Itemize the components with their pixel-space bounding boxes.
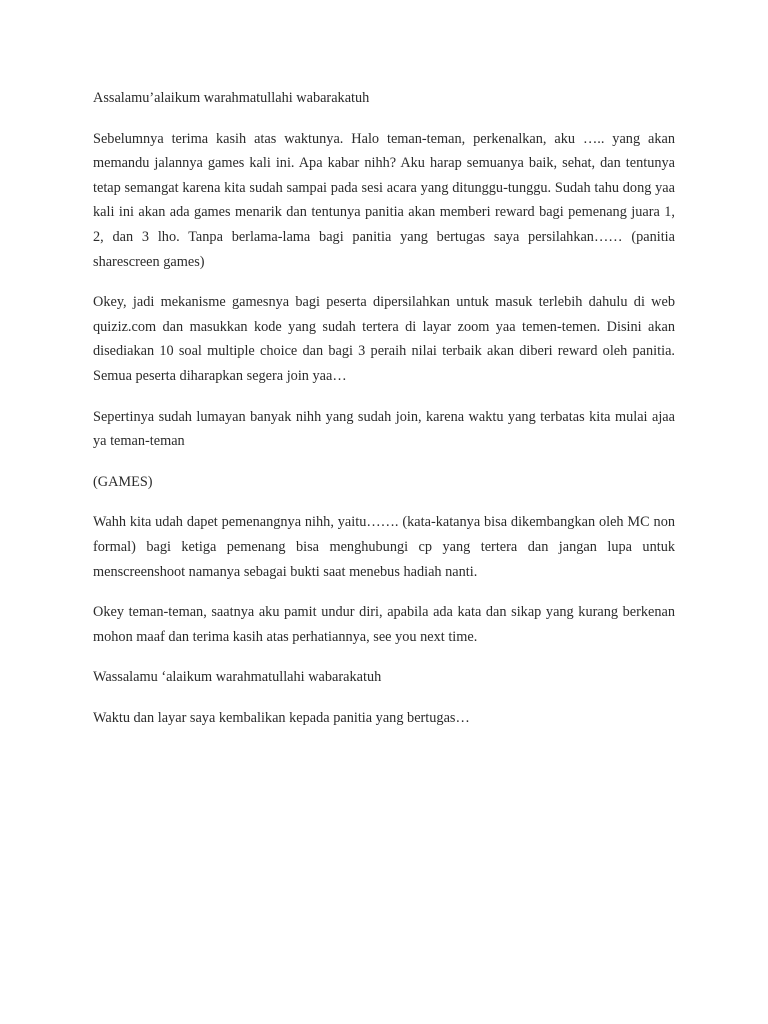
paragraph-handover: Waktu dan layar saya kembalikan kepada panitia yang bertugas…	[93, 709, 470, 726]
paragraph-start-game: Sepertinya sudah lumayan banyak nihh yang sudah join, karena waktu yang terbatas kita mulai ajaa ya teman-teman	[93, 408, 675, 450]
paragraph-farewell: Okey teman-teman, saatnya aku pamit undur diri, apabila ada kata dan sikap yang kurang berkenan mohon maaf dan terima kasih atas perhatiannya, see you next time.	[93, 604, 675, 645]
greeting-closing: Wassalamu ‘alaikum warahmatullahi wabarakatuh	[93, 669, 382, 686]
paragraph-winners: Wahh kita udah dapet pemenangnya nihh, yaitu……. (kata-katanya bisa dikembangkan oleh MC non formal) bagi ketiga pemenang bisa menghubungi cp yang tertera dan jangan lupa untuk menscreenshoot namanya sebagai bukti saat menebus hadiah nanti.	[93, 514, 675, 580]
paragraph-game-mechanism: Okey, jadi mekanisme gamesnya bagi peserta dipersilahkan untuk masuk terlebih dahulu di web quiziz.com dan masukkan kode yang sudah tertera di layar zoom yaa temen-temen. Disini akan disediakan 10 soal multiple choice dan bagi 3 peraih nilai terbaik akan diberi reward oleh panitia. Semua peserta diharapkan segera join yaa…	[93, 294, 675, 384]
paragraph-introduction: Sebelumnya terima kasih atas waktunya. Halo teman-teman, perkenalkan, aku ….. yang akan memandu jalannya games kali ini. Apa kabar nihh? Aku harap semuanya baik, sehat, dan tentunya tetap semangat karena kita sudah sampai pada sesi acara yang ditunggu-tunggu. Sudah tahu dong yaa kali ini akan ada games menarik dan tentunya panitia akan memberi reward bagi pemenang juara 1, 2, dan 3 lho. Tanpa berlama-lama bagi panitia yang bertugas saya persilahkan…… (panitia sharescreen games)	[93, 130, 675, 270]
greeting-opening: Assalamu’alaikum warahmatullahi wabarakatuh	[93, 90, 370, 106]
paragraph-games-marker: (GAMES)	[93, 473, 153, 490]
